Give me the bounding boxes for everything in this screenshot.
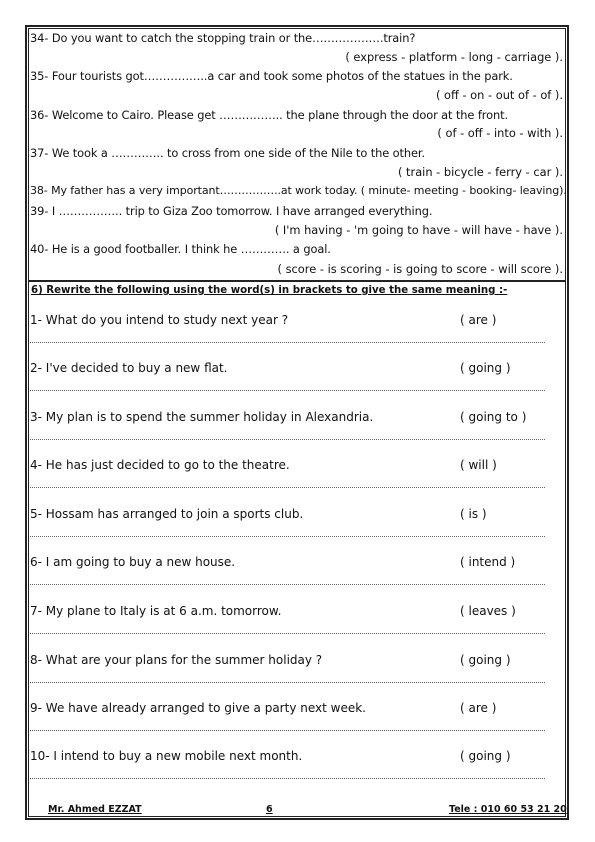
question-text: 39- I …………….. trip to Giza Zoo tomorrow. I have arranged everything. bbox=[30, 204, 433, 218]
question-text: 8- What are your plans for the summer holiday ? bbox=[30, 653, 323, 667]
keyword: ( will ) bbox=[460, 458, 497, 472]
keyword: ( intend ) bbox=[460, 555, 516, 569]
answer-choices: ( score - is scoring - is going to score - will score ). bbox=[277, 262, 563, 276]
question-text: 35- Four tourists got……………..a car and took some photos of the statues in the park. bbox=[30, 69, 513, 83]
question-text: 5- Hossam has arranged to join a sports club. bbox=[30, 507, 304, 521]
answer-choices: ( I'm having - 'm going to have - will have - have ). bbox=[274, 223, 563, 237]
question-text: 9- We have already arranged to give a party next week. bbox=[30, 701, 366, 715]
answer-line[interactable] bbox=[30, 342, 545, 343]
answer-line[interactable] bbox=[30, 390, 545, 391]
answer-line[interactable] bbox=[30, 487, 545, 488]
footer-page-number: 6 bbox=[266, 804, 273, 815]
question-text: 1- What do you intend to study next year ? bbox=[30, 313, 289, 327]
answer-line[interactable] bbox=[30, 682, 545, 683]
keyword: ( are ) bbox=[460, 313, 497, 327]
question-text: 36- Welcome to Cairo. Please get …………….. the plane through the door at the front. bbox=[30, 108, 508, 122]
question-text: 34- Do you want to catch the stopping train or the……………….train? bbox=[30, 31, 416, 45]
keyword: ( going ) bbox=[460, 653, 511, 667]
answer-choices: ( of - off - into - with ). bbox=[437, 126, 563, 140]
answer-choices: ( off - on - out of - of ). bbox=[435, 88, 563, 102]
question-text: 37- We took a ………….. to cross from one side of the Nile to the other. bbox=[30, 146, 425, 160]
answer-line[interactable] bbox=[30, 584, 545, 585]
keyword: ( are ) bbox=[460, 701, 497, 715]
keyword: ( leaves ) bbox=[460, 604, 516, 618]
answer-line[interactable] bbox=[30, 439, 545, 440]
answer-choices: ( express - platform - long - carriage ). bbox=[345, 50, 563, 64]
question-text: 7- My plane to Italy is at 6 a.m. tomorrow. bbox=[30, 604, 282, 618]
question-text: 40- He is a good footballer. I think he …………. a goal. bbox=[30, 242, 331, 256]
section-title: 6) Rewrite the following using the word(s) in brackets to give the same meaning :- bbox=[31, 285, 508, 296]
keyword: ( going ) bbox=[460, 361, 511, 375]
question-text: 10- I intend to buy a new mobile next month. bbox=[30, 749, 303, 763]
keyword: ( going to ) bbox=[460, 410, 527, 424]
question-text: 38- My father has a very important……………..at work today. ( minute- meeting - booking- leaving). bbox=[30, 184, 567, 197]
keyword: ( is ) bbox=[460, 507, 487, 521]
answer-line[interactable] bbox=[30, 730, 545, 731]
keyword: ( going ) bbox=[460, 749, 511, 763]
footer-author: Mr. Ahmed EZZAT bbox=[48, 804, 142, 815]
answer-choices: ( train - bicycle - ferry - car ). bbox=[397, 165, 563, 179]
section-divider bbox=[28, 280, 566, 282]
answer-line[interactable] bbox=[30, 778, 545, 779]
footer-phone: Tele : 010 60 53 21 20 bbox=[449, 804, 567, 815]
question-text: 4- He has just decided to go to the theatre. bbox=[30, 458, 290, 472]
answer-line[interactable] bbox=[30, 536, 545, 537]
question-text: 6- I am going to buy a new house. bbox=[30, 555, 236, 569]
answer-line[interactable] bbox=[30, 633, 545, 634]
question-text: 2- I've decided to buy a new flat. bbox=[30, 361, 228, 375]
question-text: 3- My plan is to spend the summer holiday in Alexandria. bbox=[30, 410, 374, 424]
